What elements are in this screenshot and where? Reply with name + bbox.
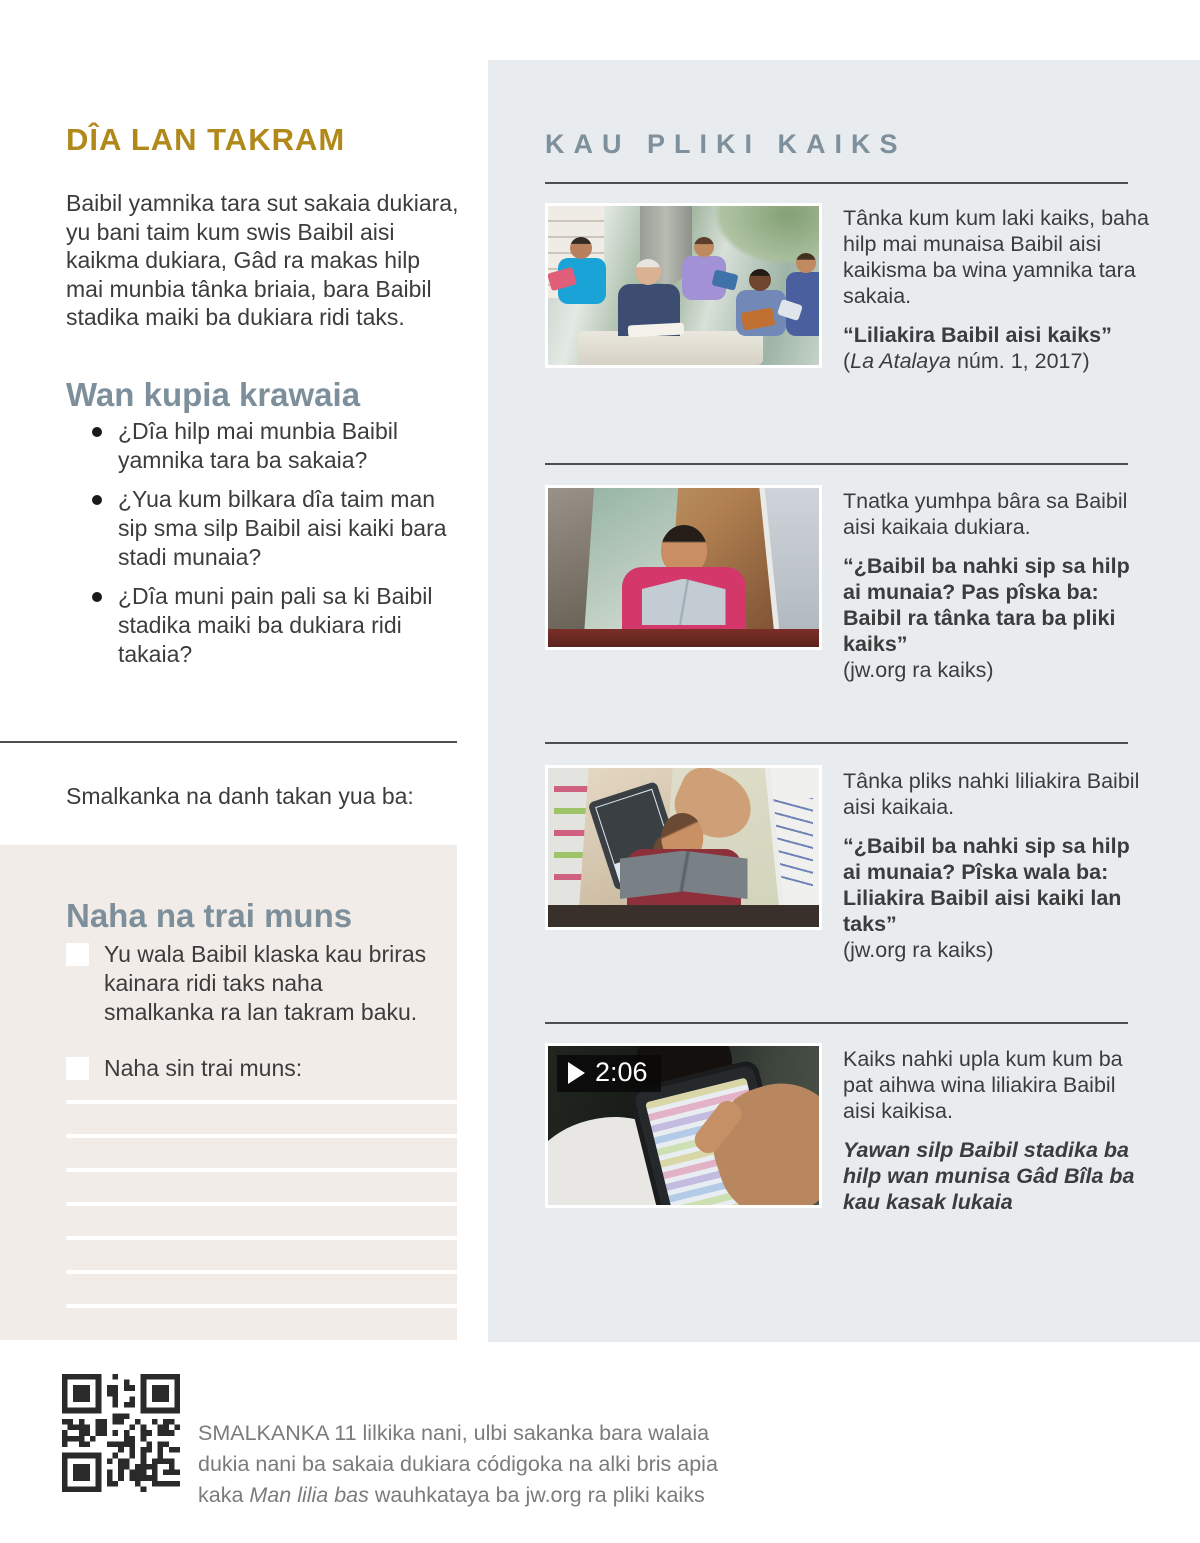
table-shape [548,905,819,927]
question-item: ¿Yua kum bilkara dîa taim man sip sma silp Baibil aisi kaiki bara stadi munaia? [66,485,460,572]
writing-line[interactable] [66,1304,457,1308]
goal-item [66,940,438,1027]
goal-item-label: Naha sin trai muns: [104,1055,303,1081]
source-publication: La Atalaya [850,349,951,373]
table-shape [578,331,763,365]
checkbox[interactable] [66,943,89,966]
intro-paragraph: Baibil yamnika tara sut sakaia dukiara, yu bani taim kum swis Baibil aisi kaikma dukiara, Gâd ra makas hilp mai munbia tânka briaia, bara Baibil stadika maiki ba dukiara ridi taks. [66,190,459,330]
section-description: Tnatka yumhpa bâra sa Baibil aisi kaikaia dukiara. [843,489,1128,539]
section-text [843,1046,1149,1215]
writing-line[interactable] [66,1202,457,1206]
question-item: ¿Dîa hilp mai munbia Baibil yamnika tara ba sakaia? [66,417,460,475]
source-rest: núm. 1, 2017) [950,349,1090,373]
source-prefix: ( [843,349,851,373]
writing-lines [66,1100,457,1338]
article-source: (jw.org ra kaiks) [843,938,994,962]
woman-studying-photo [545,765,822,930]
panel-title: KAU PLIKI KAIKS [545,129,907,160]
person-figure [618,284,680,336]
video-thumbnail[interactable] [545,1043,822,1208]
discussion-subheading: Wan kupia krawaia [66,376,361,414]
table-shape [548,629,819,647]
section-divider [545,1022,1128,1024]
left-column-divider [0,741,457,743]
article-source [843,348,1149,374]
writing-line[interactable] [66,1236,457,1240]
section-divider [545,182,1128,184]
goal-box-title: Naha na trai muns [66,897,353,935]
footer-instructions [198,1418,760,1511]
article-title-quote: “¿Baibil ba nahki sip sa hilp ai munaia? Pas pîska ba: Baibil ra tânka tara ba pliki kaiks” [843,554,1130,656]
qr-code [62,1374,180,1492]
boy-reading-photo [545,485,822,650]
section-description: Tânka kum kum laki kaiks, baha hilp mai munaisa Baibil aisi kaikisma ba wina yamnika tara sakaia. [843,206,1149,308]
person-figure [786,272,822,336]
play-icon [568,1062,585,1084]
writing-line[interactable] [66,1168,457,1172]
person-figure [682,256,726,300]
footer-text-part1: SMALKANKA 11 lilkika nani, ulbi sakanka bara walaia dukia nani ba sakaia dukiara códigoka na alki bris apia kaka [198,1420,718,1507]
writing-line[interactable] [66,1134,457,1138]
goal-item [66,1054,438,1083]
footer-text-italic: Man lilia bas [249,1482,369,1507]
article-title-quote: “¿Baibil ba nahki sip sa hilp ai munaia? Pîska wala ba: Liliakira Baibil aisi kaiki lan taks” [843,834,1130,936]
writing-line[interactable] [66,1270,457,1274]
qr-code-svg [62,1374,180,1492]
writing-line[interactable] [66,1100,457,1104]
section-description: Tânka pliks nahki liliakira Baibil aisi kaikaia. [843,769,1140,819]
video-title: Yawan silp Baibil stadika ba hilp wan munisa Gâd Bîla ba kau kasak lukaia [843,1138,1135,1214]
study-group-photo [545,203,822,368]
section-text [843,768,1149,963]
video-duration: 2:06 [595,1057,648,1087]
section-divider [545,742,1128,744]
question-item: ¿Dîa muni pain pali sa ki Baibil stadika maiki ba dukiara ridi takaia? [66,582,460,669]
checkbox[interactable] [66,1057,89,1080]
goal-box [0,845,457,1340]
section-text [843,488,1149,683]
goal-item-label: Yu wala Baibil klaska kau briras kainara ridi taks naha smalkanka ra lan takram baku. [104,941,427,1025]
question-list [66,417,460,679]
section-divider [545,463,1128,465]
article-source: (jw.org ra kaiks) [843,658,994,682]
video-duration-badge [557,1055,661,1092]
section-description: Kaiks nahki upla kum kum ba pat aihwa wina liliakira Baibil aisi kaikisa. [843,1047,1123,1123]
footer-text-part2: wauhkataya ba jw.org ra pliki kaiks [368,1482,705,1507]
more-info-panel [488,60,1200,1342]
section-text [843,205,1149,374]
page-title: DÎA LAN TAKRAM [66,121,346,157]
article-title-quote: “Liliakira Baibil aisi kaiks” [843,323,1112,347]
person-figure [558,258,606,304]
completion-date-label: Smalkanka na danh takan yua ba: [66,783,414,809]
